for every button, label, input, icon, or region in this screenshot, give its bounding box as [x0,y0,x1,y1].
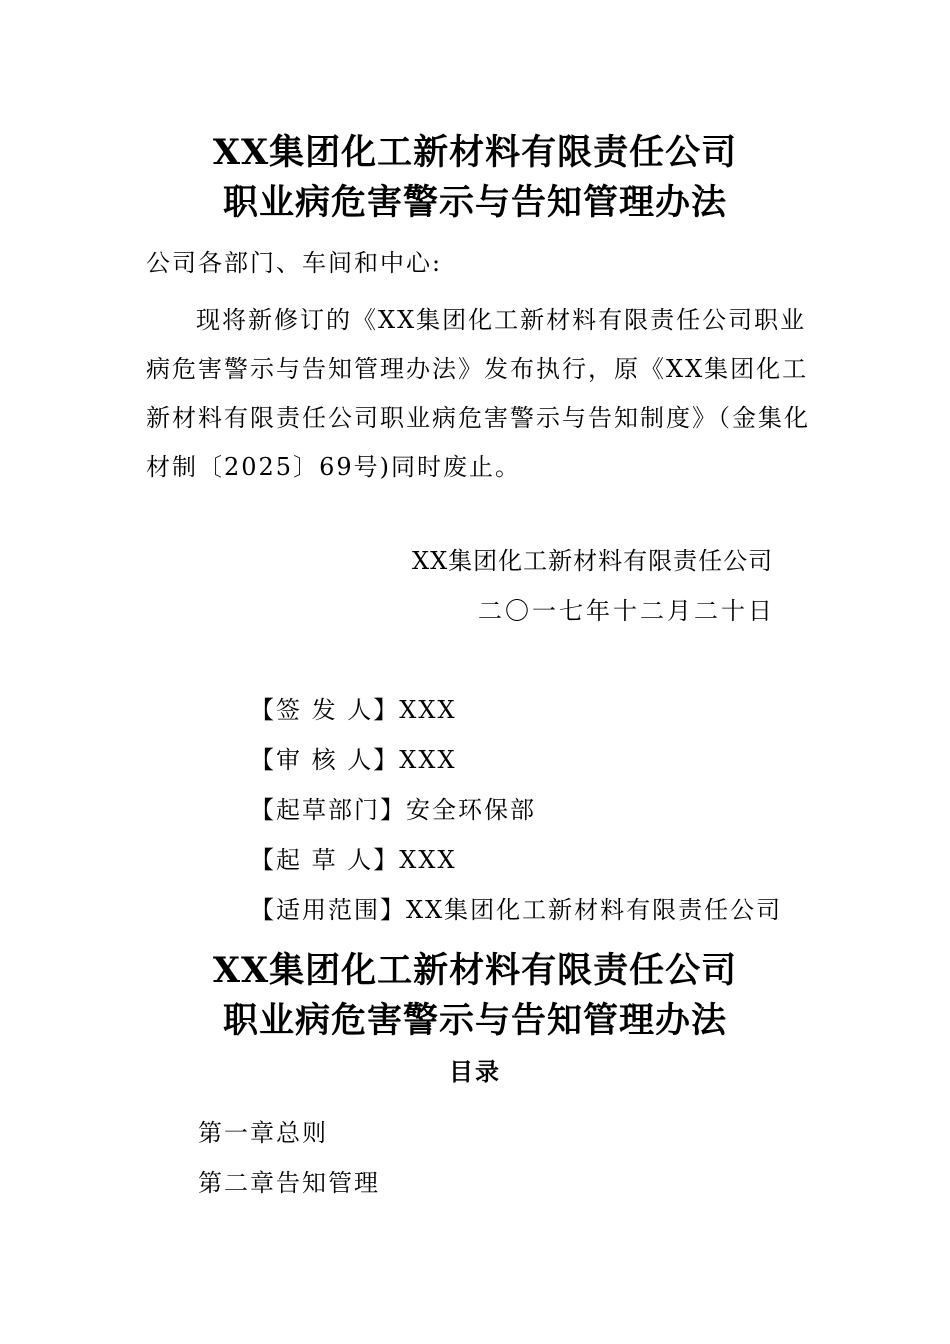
meta-row-drafter [250,843,782,893]
cover-title [0,128,950,228]
meta-row-issuer [250,693,782,743]
signature-company: XX集团化工新材料有限责任公司 [412,547,774,575]
meta-row-drafting-dept [250,793,782,843]
toc-item[interactable]: 第一章总则 [198,1119,328,1147]
meta-value: XX集团化工新材料有限责任公司 [406,896,783,924]
notice-body [146,296,810,492]
notice-body-line: 病危害警示与告知管理办法》发布执行，原《XX集团化工 [146,355,809,383]
document-title-line-1: XX集团化工新材料有限责任公司 [212,950,738,991]
meta-key: 【审 核 人】 [250,746,400,774]
document-metadata [250,693,782,943]
notice-body-line: 新材料有限责任公司职业病危害警示与告知制度》（金集化 [146,404,810,432]
meta-key: 【起 草 人】 [250,846,400,874]
meta-key: 【适用范围】 [250,896,406,924]
cover-title-line-1: XX集团化工新材料有限责任公司 [212,132,738,173]
toc-heading: 目录 [449,1057,501,1086]
meta-value: XXX [399,696,457,724]
salutation: 公司各部门、车间和中心: [146,249,443,277]
document-title [0,946,950,1046]
document-title-line-2: 职业病危害警示与告知管理办法 [222,1000,727,1041]
toc-item[interactable]: 第二章告知管理 [198,1169,380,1197]
meta-value: XXX [399,746,457,774]
meta-key: 【签 发 人】 [250,696,400,724]
table-of-contents [198,1116,380,1216]
meta-value: XXX [399,846,457,874]
cover-title-line-2: 职业病危害警示与告知管理办法 [222,182,727,223]
meta-row-reviewer [250,743,782,793]
meta-key: 【起草部门】 [250,796,406,824]
meta-value: 安全环保部 [406,796,536,824]
notice-body-line: 现将新修订的《XX集团化工新材料有限责任公司职业 [196,306,807,334]
meta-row-scope [250,893,782,943]
signature-date: 二〇一七年十二月二十日 [478,597,775,625]
notice-body-line: 材制〔2025〕69号)同时废止。 [146,453,521,481]
